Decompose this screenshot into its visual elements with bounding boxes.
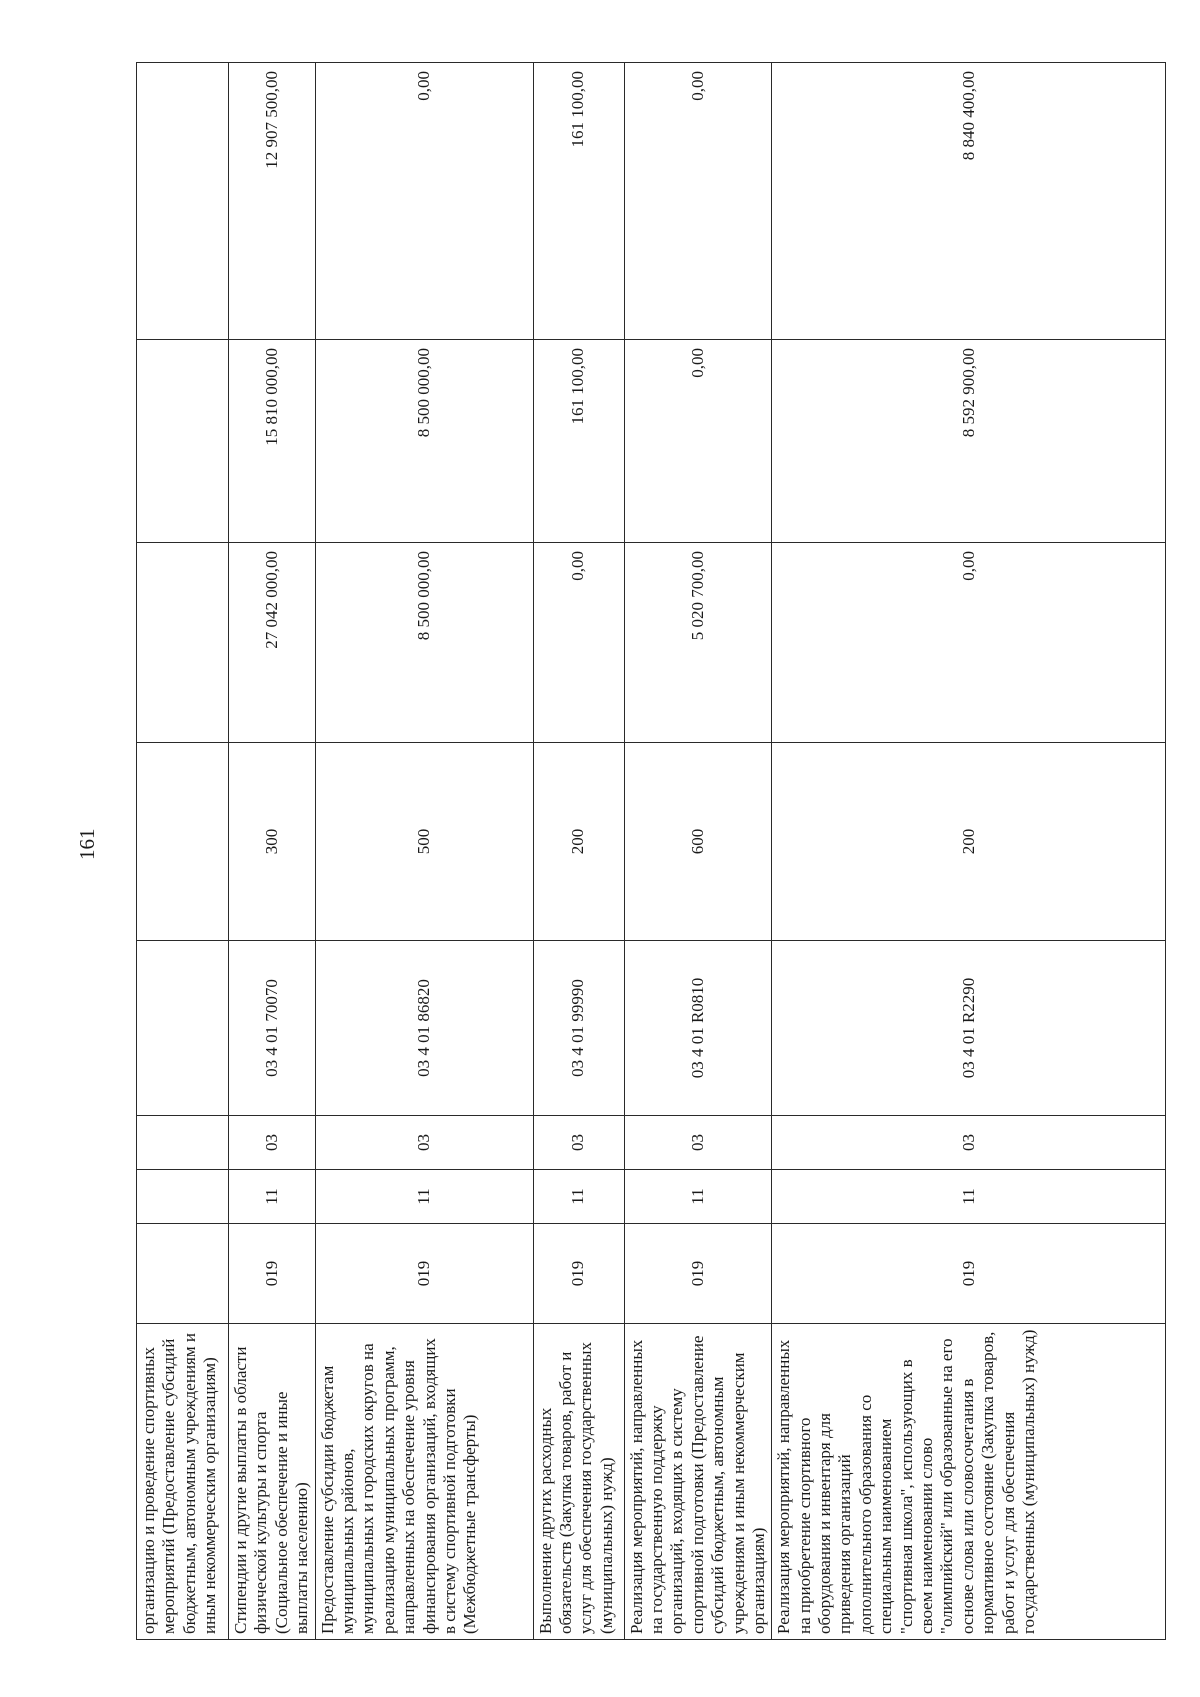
cell-section-code bbox=[137, 1170, 229, 1224]
cell-section-code: 11 bbox=[533, 1170, 624, 1224]
table-row bbox=[533, 63, 624, 1640]
cell-expense-type-code: 600 bbox=[624, 743, 772, 941]
cell-target-article-code: 03 4 01 R2290 bbox=[772, 941, 1166, 1116]
cell-amount-3: 161 100,00 bbox=[533, 63, 624, 340]
cell-expense-type-code: 200 bbox=[772, 743, 1166, 941]
cell-target-article-code: 03 4 01 86820 bbox=[315, 941, 533, 1116]
cell-section-code: 11 bbox=[229, 1170, 316, 1224]
cell-subsection-code: 03 bbox=[315, 1116, 533, 1170]
cell-amount-2 bbox=[137, 340, 229, 543]
cell-amount-1 bbox=[137, 543, 229, 743]
row-description: Предоставление субсидии бюджетам муниципальных районов, муниципальных и городских округов на реализацию муниципальных программ, направленных на обеспечение уровня финансирования организаций, входящих в систему спортивной подготовки (Межбюджетные трансферты) bbox=[315, 1324, 533, 1640]
row-description: Реализация мероприятий, направленных на государственную поддержку организаций, входящих в систему спортивной подготовки (Предоставление субсидий бюджетным, автономным учреждениям и иным некоммерческим организациям) bbox=[624, 1324, 772, 1640]
row-description: Выполнение других расходных обязательств (Закупка товаров, работ и услуг для обеспечения государственных (муниципальных) нужд) bbox=[533, 1324, 624, 1640]
cell-amount-3: 12 907 500,00 bbox=[229, 63, 316, 340]
rotated-table-wrapper bbox=[136, 63, 1145, 1640]
row-description: организацию и проведение спортивных мероприятий (Предоставление субсидий бюджетным, автономным учреждениям и иным некоммерческим организациям) bbox=[137, 1324, 229, 1640]
table-row bbox=[772, 63, 1166, 1640]
cell-target-article-code bbox=[137, 941, 229, 1116]
row-description: Стипендии и другие выплаты в области физической культуры и спорта (Социальное обеспечение и иные выплаты населению) bbox=[229, 1324, 316, 1640]
cell-amount-2: 161 100,00 bbox=[533, 340, 624, 543]
cell-gr-code: 019 bbox=[315, 1224, 533, 1324]
cell-target-article-code: 03 4 01 99990 bbox=[533, 941, 624, 1116]
cell-amount-1: 0,00 bbox=[533, 543, 624, 743]
cell-subsection-code: 03 bbox=[229, 1116, 316, 1170]
table-row bbox=[315, 63, 533, 1640]
cell-section-code: 11 bbox=[315, 1170, 533, 1224]
cell-expense-type-code: 500 bbox=[315, 743, 533, 941]
cell-amount-2: 15 810 000,00 bbox=[229, 340, 316, 543]
cell-amount-2: 8 592 900,00 bbox=[772, 340, 1166, 543]
cell-amount-1: 8 500 000,00 bbox=[315, 543, 533, 743]
cell-gr-code: 019 bbox=[772, 1224, 1166, 1324]
table-body bbox=[137, 63, 1166, 1640]
cell-section-code: 11 bbox=[624, 1170, 772, 1224]
cell-section-code: 11 bbox=[772, 1170, 1166, 1224]
cell-subsection-code: 03 bbox=[533, 1116, 624, 1170]
table-row bbox=[624, 63, 772, 1640]
cell-gr-code bbox=[137, 1224, 229, 1324]
cell-amount-3: 0,00 bbox=[315, 63, 533, 340]
table-row bbox=[137, 63, 229, 1640]
cell-target-article-code: 03 4 01 R0810 bbox=[624, 941, 772, 1116]
cell-amount-3: 0,00 bbox=[624, 63, 772, 340]
cell-amount-2: 8 500 000,00 bbox=[315, 340, 533, 543]
cell-gr-code: 019 bbox=[229, 1224, 316, 1324]
cell-expense-type-code: 300 bbox=[229, 743, 316, 941]
cell-expense-type-code: 200 bbox=[533, 743, 624, 941]
cell-subsection-code: 03 bbox=[624, 1116, 772, 1170]
cell-amount-2: 0,00 bbox=[624, 340, 772, 543]
table-row bbox=[229, 63, 316, 1640]
cell-amount-1: 27 042 000,00 bbox=[229, 543, 316, 743]
cell-subsection-code bbox=[137, 1116, 229, 1170]
cell-amount-1: 5 020 700,00 bbox=[624, 543, 772, 743]
cell-amount-1: 0,00 bbox=[772, 543, 1166, 743]
cell-subsection-code: 03 bbox=[772, 1116, 1166, 1170]
page-number: 161 bbox=[75, 828, 99, 860]
row-description: Реализация мероприятий, направленных на приобретение спортивного оборудования и инвентаря для приведения организаций дополнительного образования со специальным наименованием "спортивная школа", использующих в своем наименовании слово "олимпийский" или образованные на его основе слова или словосочетания в нормативное состояние (Закупка товаров, работ и услуг для обеспечения государственных (муниципальных) нужд) bbox=[772, 1324, 1166, 1640]
cell-gr-code: 019 bbox=[533, 1224, 624, 1324]
cell-amount-3 bbox=[137, 63, 229, 340]
cell-amount-3: 8 840 400,00 bbox=[772, 63, 1166, 340]
budget-table bbox=[136, 62, 1166, 1640]
cell-gr-code: 019 bbox=[624, 1224, 772, 1324]
cell-expense-type-code bbox=[137, 743, 229, 941]
cell-target-article-code: 03 4 01 70070 bbox=[229, 941, 316, 1116]
